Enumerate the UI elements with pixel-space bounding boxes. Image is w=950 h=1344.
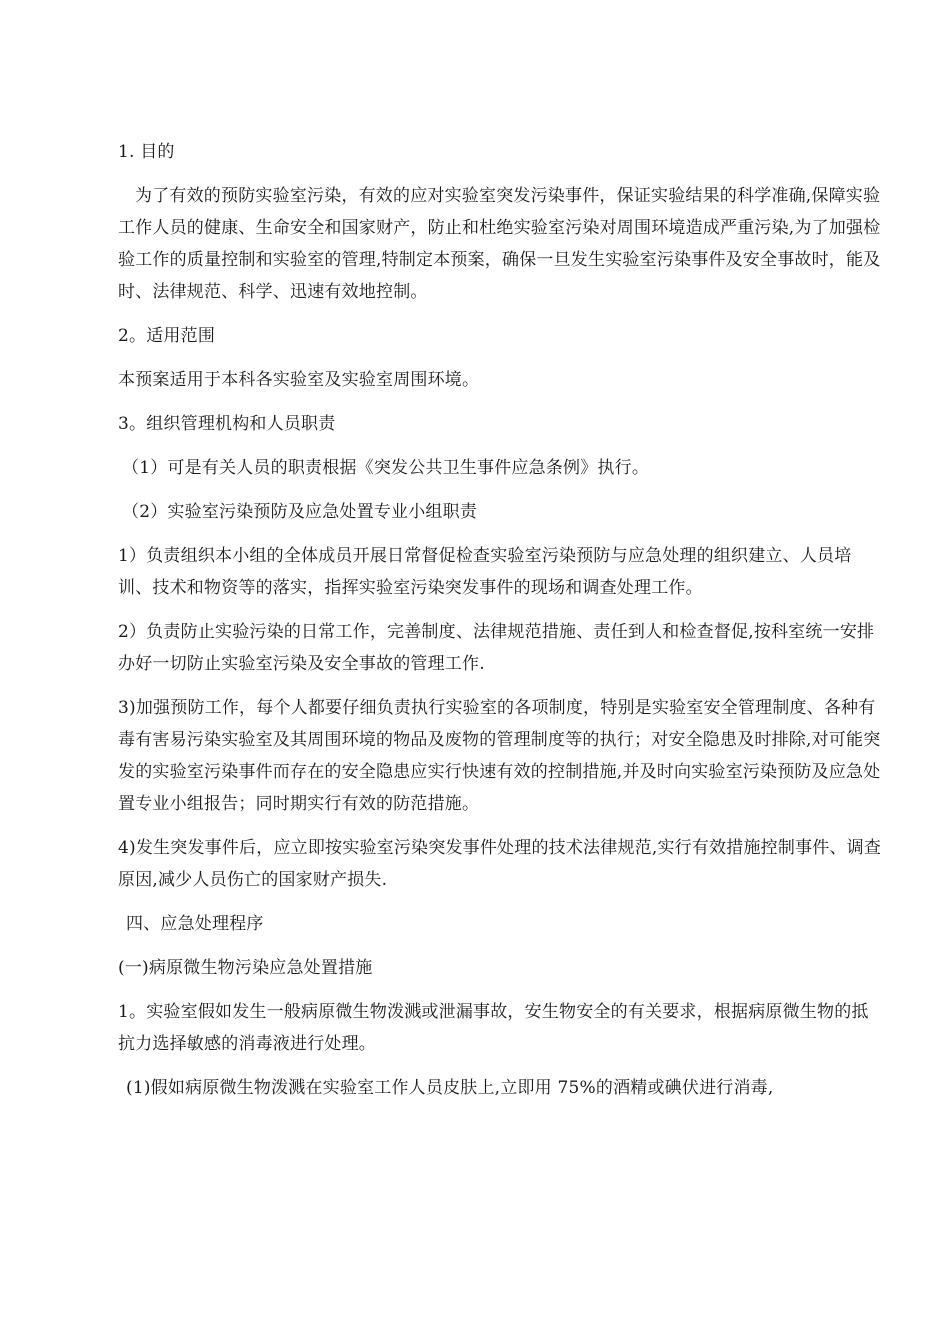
section-heading-scope: 2。适用范围	[118, 326, 216, 346]
organization-item-1: （1）可是有关人员的职责根据《突发公共卫生事件应急条例》执行。	[122, 458, 650, 478]
pathogen-item-1: 1。实验室假如发生一般病原微生物泼溅或泄漏事故，安生物安全的有关要求，根据病原微生物的抵抗力选择敏感的消毒液进行处理。	[118, 1002, 869, 1054]
organization-item-2: （2）实验室污染预防及应急处置专业小组职责	[122, 502, 478, 522]
purpose-paragraph: 为了有效的预防实验室污染，有效的应对实验室突发污染事件，保证实验结果的科学准确,保障实验工作人员的健康、生命安全和国家财产，防止和杜绝实验室污染对周围环境造成严重污染,为了加强检验工作的质量控制和实验室的管理,特制定本预案，确保一旦发生实验室污染事件及安全事故时，能及时、法律规范、科学、迅速有效地控制。	[118, 186, 881, 302]
section-heading-organization: 3。组织管理机构和人员职责	[118, 414, 336, 434]
duty-item-3: 3)加强预防工作，每个人都要仔细负责执行实验室的各项制度，特别是实验室安全管理制度、各种有毒有害易污染实验室及其周围环境的物品及废物的管理制度等的执行；对安全隐患及时排除,对可能突发的实验室污染事件而存在的安全隐患应实行快速有效的控制措施,并及时向实验室污染预防及应急处置专业小组报告；同时期实行有效的防范措施。	[118, 698, 881, 814]
pathogen-subitem-1: (1)假如病原微生物泼溅在实验室工作人员皮肤上,立即用 75%的酒精或碘伏进行消毒,	[126, 1078, 774, 1098]
section-heading-procedure: 四、应急处理程序	[126, 914, 264, 934]
duty-item-2: 2）负责防止实验污染的日常工作，完善制度、法律规范措施、责任到人和检查督促,按科室统一安排办好一切防止实验室污染及安全事故的管理工作.	[118, 622, 875, 674]
duty-item-1: 1）负责组织本小组的全体成员开展日常督促检查实验室污染预防与应急处理的组织建立、人员培训、技术和物资等的落实，指挥实验室污染突发事件的现场和调查处理工作。	[118, 546, 852, 598]
scope-paragraph: 本预案适用于本科各实验室及实验室周围环境。	[118, 370, 480, 390]
duty-item-4: 4)发生突发事件后，应立即按实验室污染突发事件处理的技术法律规范,实行有效措施控制事件、调查原因,减少人员伤亡的国家财产损失.	[118, 838, 882, 890]
subsection-heading-pathogen: (一)病原微生物污染应急处置措施	[118, 958, 373, 978]
section-heading-purpose: 1. 目的	[118, 142, 175, 162]
document-body	[118, 136, 884, 1116]
